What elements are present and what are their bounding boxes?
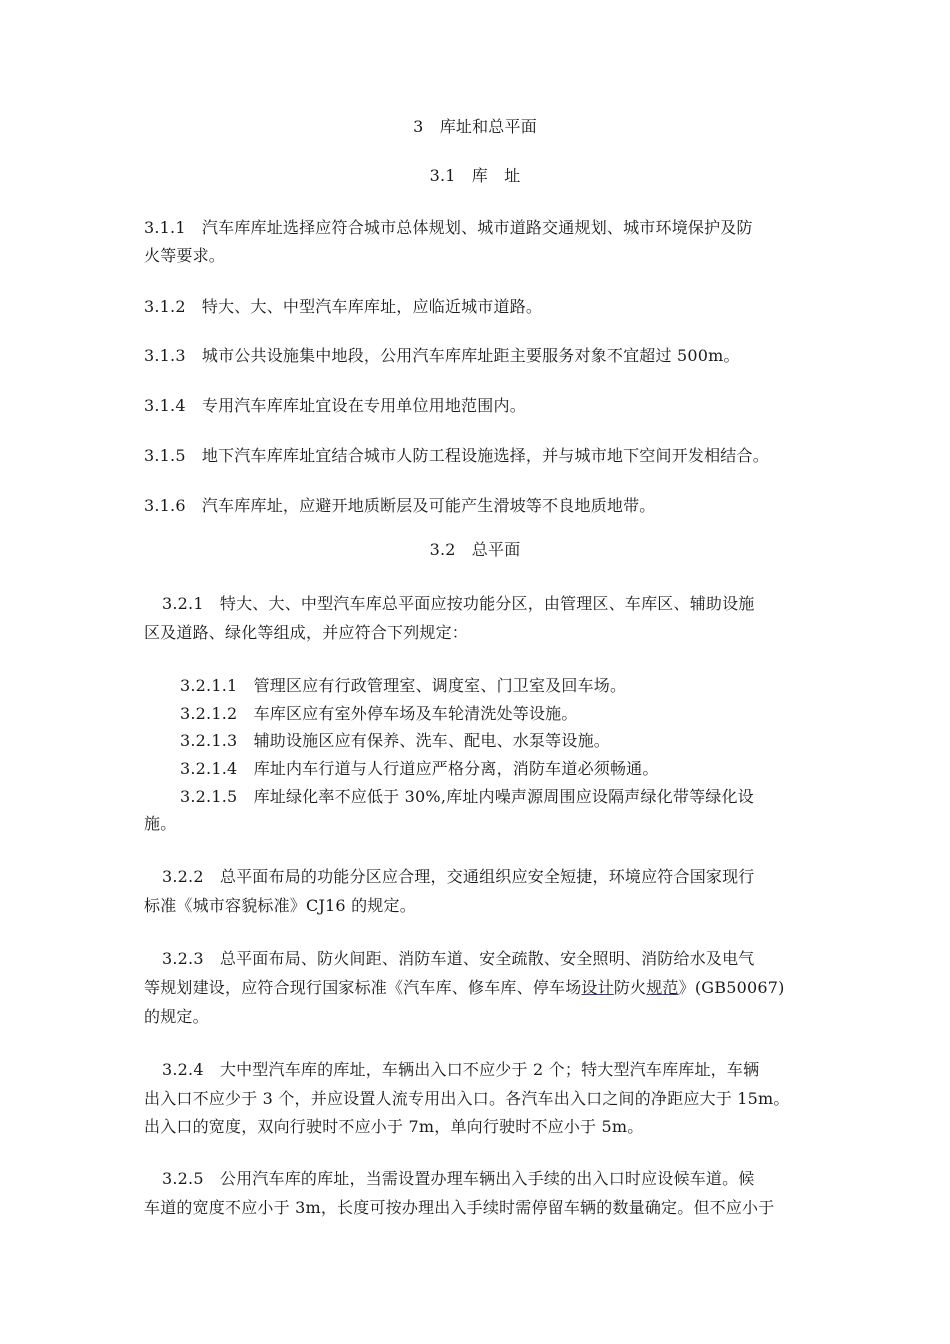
clause-3-2-1-2: 3.2.1.2 车库区应有室外停车场及车轮清洗处等设施。 xyxy=(180,704,578,723)
clause-3-2-4-line-2: 出入口不应少于 3 个，并应设置人流专用出入口。各汽车出入口之间的净距应大于 15m。 xyxy=(144,1089,790,1108)
clause-3-1-1-line-1: 3.1.1 汽车库库址选择应符合城市总体规划、城市道路交通规划、城市环境保护及防 xyxy=(144,218,753,237)
design-link[interactable]: 设计 xyxy=(581,978,614,997)
clause-3-2-1-line-1: 3.2.1 特大、大、中型汽车库总平面应按功能分区，由管理区、车库区、辅助设施 xyxy=(162,594,755,613)
clause-3-2-1-4: 3.2.1.4 库址内车行道与人行道应严格分离，消防车道必须畅通。 xyxy=(180,759,659,778)
chapter-title: 3 库址和总平面 xyxy=(413,117,537,136)
clause-3-2-3-line-3: 的规定。 xyxy=(144,1007,209,1026)
clause-3-2-3-text-b: 防火 xyxy=(613,978,647,997)
clause-3-1-2: 3.1.2 特大、大、中型汽车库库址，应临近城市道路。 xyxy=(144,297,543,316)
clause-3-2-3-text-c: 》(GB50067) xyxy=(678,978,785,997)
clause-3-1-6: 3.1.6 汽车库库址，应避开地质断层及可能产生滑坡等不良地质地带。 xyxy=(144,496,656,515)
clause-3-2-3-line-1: 3.2.3 总平面布局、防火间距、消防车道、安全疏散、安全照明、消防给水及电气 xyxy=(162,949,755,968)
clause-3-2-1-1: 3.2.1.1 管理区应有行政管理室、调度室、门卫室及回车场。 xyxy=(180,676,627,695)
clause-3-2-3-text-a: 等规划建设，应符合现行国家标准《汽车库、修车库、停车场 xyxy=(144,978,582,997)
clause-3-2-1-5-line-2: 施。 xyxy=(144,814,177,833)
section-title-site: 3.1 库 址 xyxy=(429,166,521,185)
clause-3-2-3-line-2 xyxy=(144,978,785,998)
clause-3-2-4-line-3: 出入口的宽度，双向行驶时不应小于 7m，单向行驶时不应小于 5m。 xyxy=(144,1117,644,1136)
clause-3-2-1-5-line-1: 3.2.1.5 库址绿化率不应低于 30%,库址内噪声源周围应设隔声绿化带等绿化设 xyxy=(180,787,754,806)
clause-3-2-1-line-2: 区及道路、绿化等组成，并应符合下列规定： xyxy=(144,623,469,642)
clause-3-1-1-line-2: 火等要求。 xyxy=(144,246,226,265)
section-title-general-plan: 3.2 总平面 xyxy=(429,540,521,559)
clause-3-2-2-line-1: 3.2.2 总平面布局的功能分区应合理，交通组织应安全短捷，环境应符合国家现行 xyxy=(162,867,755,886)
code-link[interactable]: 规范 xyxy=(646,978,679,997)
clause-3-2-1-3: 3.2.1.3 辅助设施区应有保养、洗车、配电、水泵等设施。 xyxy=(180,731,610,750)
clause-3-2-4-line-1: 3.2.4 大中型汽车库的库址，车辆出入口不应少于 2 个；特大型汽车库库址，车辆 xyxy=(162,1060,760,1079)
clause-3-2-2-line-2: 标准《城市容貌标准》CJ16 的规定。 xyxy=(144,896,416,915)
clause-3-2-5-line-1: 3.2.5 公用汽车库的库址，当需设置办理车辆出入手续的出入口时应设候车道。候 xyxy=(162,1169,755,1188)
clause-3-1-5: 3.1.5 地下汽车库库址宜结合城市人防工程设施选择，并与城市地下空间开发相结合。 xyxy=(144,446,769,465)
clause-3-2-5-line-2: 车道的宽度不应小于 3m，长度可按办理出入手续时需停留车辆的数量确定。但不应小于 xyxy=(144,1198,775,1217)
clause-3-1-3: 3.1.3 城市公共设施集中地段，公用汽车库库址距主要服务对象不宜超过 500m。 xyxy=(144,346,740,365)
clause-3-1-4: 3.1.4 专用汽车库库址宜设在专用单位用地范围内。 xyxy=(144,396,526,415)
